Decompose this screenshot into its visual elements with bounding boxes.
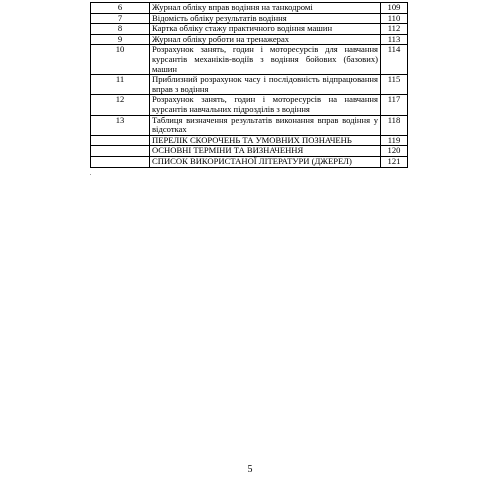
table-row [91,45,408,75]
row-number: 8 [91,24,150,35]
row-title: Відомість обліку результатів водіння [150,13,381,24]
row-title: СПИСОК ВИКОРИСТАНОЇ ЛІТЕРАТУРИ (ДЖЕРЕЛ) [150,156,381,167]
row-title: Приблизний розрахунок часу і послідовність відпрацювання вправ з водіння [150,75,381,95]
table-row [91,156,408,167]
table-row [91,115,408,135]
row-number: 10 [91,45,150,75]
row-title: Картка обліку стажу практичного водіння машин [150,24,381,35]
table-row [91,95,408,115]
row-page: 109 [381,3,408,14]
row-page: 115 [381,75,408,95]
row-number [91,156,150,167]
row-page: 119 [381,135,408,146]
row-title: Журнал обліку роботи на тренажерах [150,34,381,45]
row-page: 117 [381,95,408,115]
row-title: Розрахунок занять, годин і моторесурсів на навчання курсантів навчальних підрозділів з водіння [150,95,381,115]
table-of-contents [90,2,408,168]
row-page: 121 [381,156,408,167]
row-number [91,135,150,146]
row-title: Журнал обліку вправ водіння на танкодромі [150,3,381,14]
row-title: Розрахунок занять, годин і моторесурсів для навчання курсантів механіків-водіїв з водіння бойових (базових) машин [150,45,381,75]
row-page: 113 [381,34,408,45]
table-row [91,135,408,146]
table-row [91,3,408,14]
row-page: 114 [381,45,408,75]
row-page: 110 [381,13,408,24]
row-page: 120 [381,146,408,157]
row-number: 7 [91,13,150,24]
row-title: ПЕРЕЛІК СКОРОЧЕНЬ ТА УМОВНИХ ПОЗНАЧЕНЬ [150,135,381,146]
row-number: 12 [91,95,150,115]
table-row [91,34,408,45]
table-row [91,13,408,24]
scan-artifact [90,174,91,175]
page-number: 5 [247,464,253,475]
row-number: 11 [91,75,150,95]
row-title: Таблиця визначення результатів виконання вправ водіння у відсотках [150,115,381,135]
row-page: 112 [381,24,408,35]
table-row [91,24,408,35]
row-number: 9 [91,34,150,45]
row-number [91,146,150,157]
row-number: 13 [91,115,150,135]
row-number: 6 [91,3,150,14]
table-row [91,146,408,157]
table-row [91,75,408,95]
row-page: 118 [381,115,408,135]
row-title: ОСНОВНІ ТЕРМІНИ ТА ВИЗНАЧЕННЯ [150,146,381,157]
